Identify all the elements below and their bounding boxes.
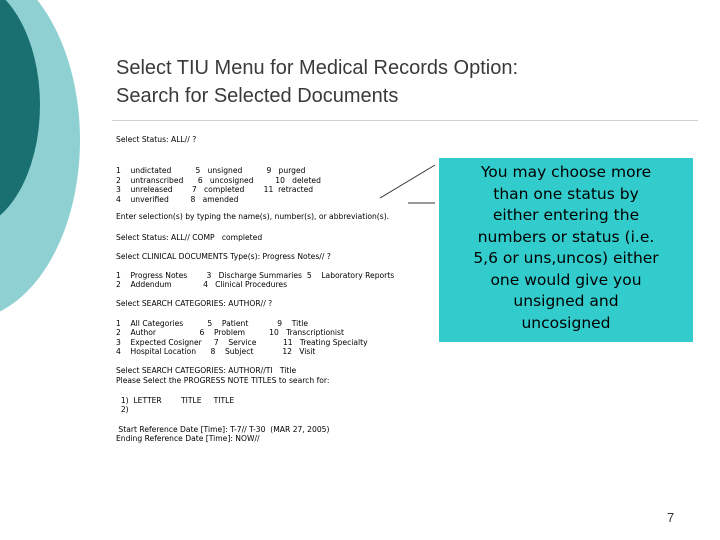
terminal-line: 1 Progress Notes 3 Discharge Summaries 5 Laboratory Reports	[116, 271, 395, 280]
terminal-line: 1 All Categories 5 Patient 9 Title	[116, 319, 309, 328]
terminal-line: Please Select the PROGRESS NOTE TITLES to search for:	[116, 376, 330, 385]
title-line-2: Search for Selected Documents	[116, 85, 399, 107]
terminal-line: Select Status: ALL// ?	[116, 135, 197, 144]
terminal-line: 2)	[116, 405, 129, 414]
callout-line: unsigned and	[513, 292, 619, 310]
slide-title	[116, 54, 518, 110]
callout-line: uncosigned	[521, 313, 611, 332]
title-divider	[112, 120, 698, 121]
terminal-line: Ending Reference Date [Time]: NOW//	[116, 434, 260, 443]
terminal-line: Start Reference Date [Time]: T-7// T-30 (MAR 27, 2005)	[116, 425, 330, 434]
callout-line: either entering the	[492, 206, 640, 224]
terminal-line: 3 unreleased 7 completed 11 retracted	[116, 185, 314, 194]
callout-line: numbers or status (i.e.	[477, 227, 655, 246]
title-line-1: Select TIU Menu for Medical Records Option:	[116, 57, 519, 79]
callout-line: 5,6 or uns,uncos) either	[473, 249, 659, 267]
decorative-circles	[0, 0, 100, 540]
terminal-line: 1 undictated 5 unsigned 9 purged	[116, 166, 306, 175]
terminal-line: Select SEARCH CATEGORIES: AUTHOR// ?	[116, 299, 273, 308]
terminal-line: Select Status: ALL// COMP completed	[116, 233, 263, 242]
callout-box	[439, 158, 693, 342]
terminal-line: 4 unverified 8 amended	[116, 195, 239, 204]
terminal-line: 1) LETTER TITLE TITLE	[116, 396, 235, 405]
pointer-line-upper	[380, 165, 435, 198]
page-number: 7	[667, 510, 675, 525]
terminal-line: Enter selection(s) by typing the name(s), number(s), or abbreviation(s).	[116, 212, 390, 221]
terminal-line: 3 Expected Cosigner 7 Service 11 Treating Specialty	[116, 338, 368, 347]
callout-line: than one status by	[493, 184, 639, 203]
terminal-line: Select CLINICAL DOCUMENTS Type(s): Progress Notes// ?	[116, 252, 331, 261]
terminal-line: 4 Hospital Location 8 Subject 12 Visit	[116, 347, 316, 356]
callout-line: You may choose more	[480, 163, 652, 181]
terminal-line: 2 Addendum 4 Clinical Procedures	[116, 280, 288, 289]
callout-line: one would give you	[490, 270, 642, 289]
terminal-line: Select SEARCH CATEGORIES: AUTHOR//TI Title	[116, 366, 297, 375]
terminal-line: 2 Author 6 Problem 10 Transcriptionist	[116, 328, 344, 337]
terminal-line: 2 untranscribed 6 uncosigned 10 deleted	[116, 176, 321, 185]
